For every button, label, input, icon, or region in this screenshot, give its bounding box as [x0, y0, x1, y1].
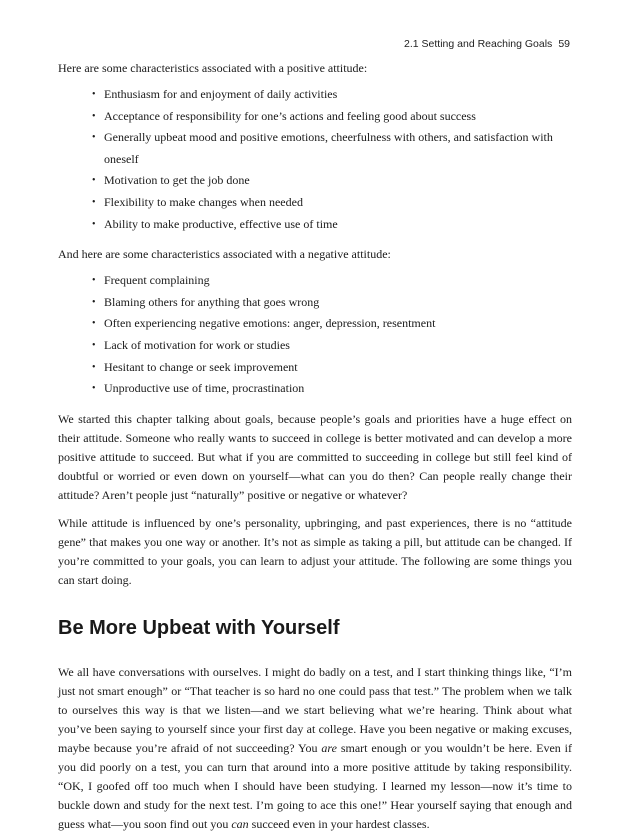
list-item: • Often experiencing negative emotions: anger, depression, resentment — [92, 313, 572, 335]
section-heading: Be More Upbeat with Yourself — [58, 616, 340, 639]
page-content — [58, 59, 572, 834]
body-paragraph — [58, 663, 572, 834]
list-item: • Acceptance of responsibility for one’s actions and feeling good about success — [92, 106, 572, 128]
positive-attitude-list — [58, 84, 572, 235]
list-item: • Blaming others for anything that goes wrong — [92, 292, 572, 314]
paragraph-text: succeed even in your hardest classes. — [248, 816, 430, 831]
negative-attitude-list — [58, 270, 572, 400]
list-item: • Enthusiasm for and enjoyment of daily activities — [92, 84, 572, 106]
list-item: • Frequent complaining — [92, 270, 572, 292]
positive-intro: Here are some characteristics associated with a positive attitude: — [58, 61, 368, 75]
paragraph-text: smart enough or you wouldn’t be here. Even if you did poorly on a test, you can turn that around into a more positive attitude by taking responsibility. “OK, I goofed off too much when I should have been studying. I learned my lesson—now it’s time to buckle down and study for the next test. I’m going to ace this one!” Hear yourself saying that enough and guess what—you soon find out you — [58, 740, 573, 831]
list-item: • Unproductive use of time, procrastination — [92, 378, 572, 400]
body-paragraph: While attitude is influenced by one’s personality, upbringing, and past experiences, there is no “attitude gene” that makes you one way or another. It’s not as simple as taking a pill, but attitude can be changed. If you’re committed to your goals, you can learn to adjust your attitude. The following are some things you can start doing. — [58, 515, 572, 587]
paragraph-text: We all have conversations with ourselves. I might do badly on a test, and I start thinking things like, “I’m just not smart enough” or “That teacher is so hard no one could pass that test.” The problem when we talk to ourselves this way is that we listen—and we start believing what we’re hearing. Think about what you’ve been saying to yourself since your first day at college. Have you been negative or making excuses, maybe because you’re afraid of not succeeding? You — [58, 664, 572, 755]
page-number: 59 — [558, 38, 570, 50]
running-header — [404, 38, 570, 50]
section-title: 2.1 Setting and Reaching Goals — [404, 38, 553, 50]
emphasis-text: can — [231, 816, 249, 831]
list-item: • Motivation to get the job done — [92, 170, 572, 192]
body-paragraph: We started this chapter talking about goals, because people’s goals and priorities have a huge effect on their attitude. Someone who really wants to succeed in college is better motivated and can develop a more positive attitude to succeed. But what if you are committed to succeeding in college but still feel kind of doubtful or worried or even down on yourself—what can you do then? Can people really change their attitude? Aren’t people just “naturally” positive or negative or whatever? — [58, 411, 572, 502]
list-item: • Generally upbeat mood and positive emotions, cheerfulness with others, and satisfaction with oneself — [92, 127, 572, 170]
list-item: • Flexibility to make changes when needed — [92, 192, 572, 214]
emphasis-text: are — [321, 740, 337, 755]
negative-intro: And here are some characteristics associated with a negative attitude: — [58, 247, 391, 262]
list-item: • Lack of motivation for work or studies — [92, 335, 572, 357]
list-item: • Hesitant to change or seek improvement — [92, 357, 572, 379]
list-item: • Ability to make productive, effective use of time — [92, 214, 572, 236]
